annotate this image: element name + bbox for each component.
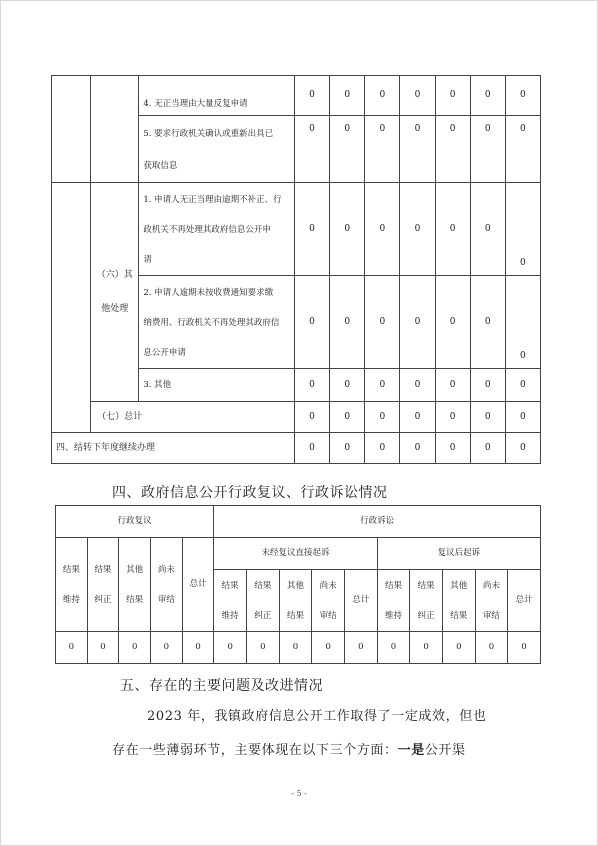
table-row bbox=[52, 402, 541, 433]
cell: 0 bbox=[214, 632, 247, 664]
cell: 0 bbox=[365, 183, 400, 276]
cell: 0 bbox=[294, 76, 329, 116]
col-header: 总计 bbox=[182, 538, 214, 632]
col-header: 总计 bbox=[344, 570, 377, 632]
row-label: 5. 要求行政机关确认或重新出具已 获取信息 bbox=[139, 116, 295, 183]
cell: 0 bbox=[182, 632, 214, 664]
cell: 0 bbox=[505, 183, 540, 276]
col-header: 结果 纠正 bbox=[87, 538, 119, 632]
cell: 0 bbox=[470, 276, 505, 369]
cell: 0 bbox=[365, 116, 400, 183]
cell: 0 bbox=[87, 632, 119, 664]
section-title-problems: 五、存在的主要问题及改进情况 bbox=[120, 678, 323, 694]
col-header: 尚未 审结 bbox=[151, 538, 183, 632]
cell: 0 bbox=[435, 116, 470, 183]
litigation-header: 行政诉讼 bbox=[214, 506, 541, 538]
cell: 0 bbox=[400, 369, 435, 402]
emphasis-text: 一是 bbox=[397, 743, 425, 758]
cell: 0 bbox=[505, 369, 540, 402]
review-header: 行政复议 bbox=[56, 506, 214, 538]
cell: 0 bbox=[505, 402, 540, 433]
col-header: 结果 维持 bbox=[214, 570, 247, 632]
cell: 0 bbox=[344, 632, 377, 664]
cell: 0 bbox=[119, 632, 151, 664]
cell: 0 bbox=[330, 433, 365, 464]
cell: 0 bbox=[400, 116, 435, 183]
cell: 0 bbox=[470, 433, 505, 464]
cell: 0 bbox=[470, 369, 505, 402]
col-header: 尚未 审结 bbox=[475, 570, 508, 632]
disposal-table bbox=[51, 75, 541, 464]
col-header: 结果 纠正 bbox=[410, 570, 443, 632]
cell: 0 bbox=[435, 402, 470, 433]
cell: 0 bbox=[56, 632, 88, 664]
cell: 0 bbox=[410, 632, 443, 664]
group-label-other-handling: （六）其 他处理 bbox=[91, 183, 139, 402]
cell: 0 bbox=[365, 76, 400, 116]
cell: 0 bbox=[435, 433, 470, 464]
cell: 0 bbox=[400, 402, 435, 433]
cell: 0 bbox=[400, 276, 435, 369]
blank-cell bbox=[52, 76, 91, 183]
cell: 0 bbox=[475, 632, 508, 664]
cell: 0 bbox=[312, 632, 345, 664]
cell: 0 bbox=[505, 76, 540, 116]
row-label: 1. 申请人无正当理由逾期不补正、行 政机关不再处理其政府信息公开申 请 bbox=[139, 183, 295, 276]
cell: 0 bbox=[365, 433, 400, 464]
page-number: - 5 - bbox=[291, 789, 307, 798]
cell: 0 bbox=[330, 183, 365, 276]
cell: 0 bbox=[294, 369, 329, 402]
cell: 0 bbox=[294, 116, 329, 183]
cell: 0 bbox=[470, 402, 505, 433]
col-header: 结果 维持 bbox=[377, 570, 410, 632]
table-row bbox=[52, 76, 541, 116]
cell: 0 bbox=[470, 116, 505, 183]
col-header: 尚未 审结 bbox=[312, 570, 345, 632]
col-header: 其他 结果 bbox=[279, 570, 312, 632]
cell: 0 bbox=[365, 369, 400, 402]
cell: 0 bbox=[294, 183, 329, 276]
row-label: 4. 无正当理由大量反复申请 bbox=[139, 76, 295, 116]
cell: 0 bbox=[400, 183, 435, 276]
cell: 0 bbox=[294, 276, 329, 369]
cell: 0 bbox=[470, 183, 505, 276]
table-row bbox=[52, 433, 541, 464]
row-label: 3. 其他 bbox=[139, 369, 295, 402]
table-row bbox=[56, 538, 541, 570]
table-row bbox=[56, 506, 541, 538]
cell: 0 bbox=[294, 433, 329, 464]
cell: 0 bbox=[279, 632, 312, 664]
blank-cell bbox=[91, 76, 139, 183]
col-header: 结果 维持 bbox=[56, 538, 88, 632]
cell: 0 bbox=[365, 402, 400, 433]
total-label: （七）总计 bbox=[91, 402, 295, 433]
table-row bbox=[52, 183, 541, 276]
cell: 0 bbox=[247, 632, 280, 664]
col-header: 结果 纠正 bbox=[247, 570, 280, 632]
cell: 0 bbox=[505, 276, 540, 369]
cell: 0 bbox=[435, 276, 470, 369]
cell: 0 bbox=[435, 76, 470, 116]
cell: 0 bbox=[505, 116, 540, 183]
cell: 0 bbox=[330, 402, 365, 433]
after-review-suit-header: 复议后起诉 bbox=[377, 538, 540, 570]
cell: 0 bbox=[400, 76, 435, 116]
cell: 0 bbox=[330, 369, 365, 402]
blank-cell bbox=[52, 183, 91, 433]
review-litigation-table bbox=[55, 505, 541, 664]
col-header: 其他 结果 bbox=[119, 538, 151, 632]
table-row bbox=[56, 632, 541, 664]
body-paragraph-line: 存在一些薄弱环节，主要体现在以下三个方面：一是公开渠 bbox=[112, 743, 466, 758]
col-header: 总计 bbox=[508, 570, 541, 632]
cell: 0 bbox=[435, 369, 470, 402]
cell: 0 bbox=[442, 632, 475, 664]
cell: 0 bbox=[377, 632, 410, 664]
col-header: 其他 结果 bbox=[442, 570, 475, 632]
body-paragraph-line: 2023 年，我镇政府信息公开工作取得了一定成效，但也 bbox=[147, 709, 487, 724]
cell: 0 bbox=[365, 276, 400, 369]
cell: 0 bbox=[400, 433, 435, 464]
cell: 0 bbox=[508, 632, 541, 664]
cell: 0 bbox=[294, 402, 329, 433]
direct-suit-header: 未经复议直接起诉 bbox=[214, 538, 377, 570]
cell: 0 bbox=[470, 76, 505, 116]
cell: 0 bbox=[505, 433, 540, 464]
cell: 0 bbox=[330, 116, 365, 183]
cell: 0 bbox=[151, 632, 183, 664]
cell: 0 bbox=[330, 276, 365, 369]
row-label: 2. 申请人逾期未按收费通知要求缴 纳费用、行政机关不再处理其政府信 息公开申请 bbox=[139, 276, 295, 369]
cell: 0 bbox=[330, 76, 365, 116]
section-title-review-litigation: 四、政府信息公开行政复议、行政诉讼情况 bbox=[112, 485, 388, 501]
cell: 0 bbox=[435, 183, 470, 276]
carry-over-label: 四、结转下年度继续办理 bbox=[52, 433, 295, 464]
